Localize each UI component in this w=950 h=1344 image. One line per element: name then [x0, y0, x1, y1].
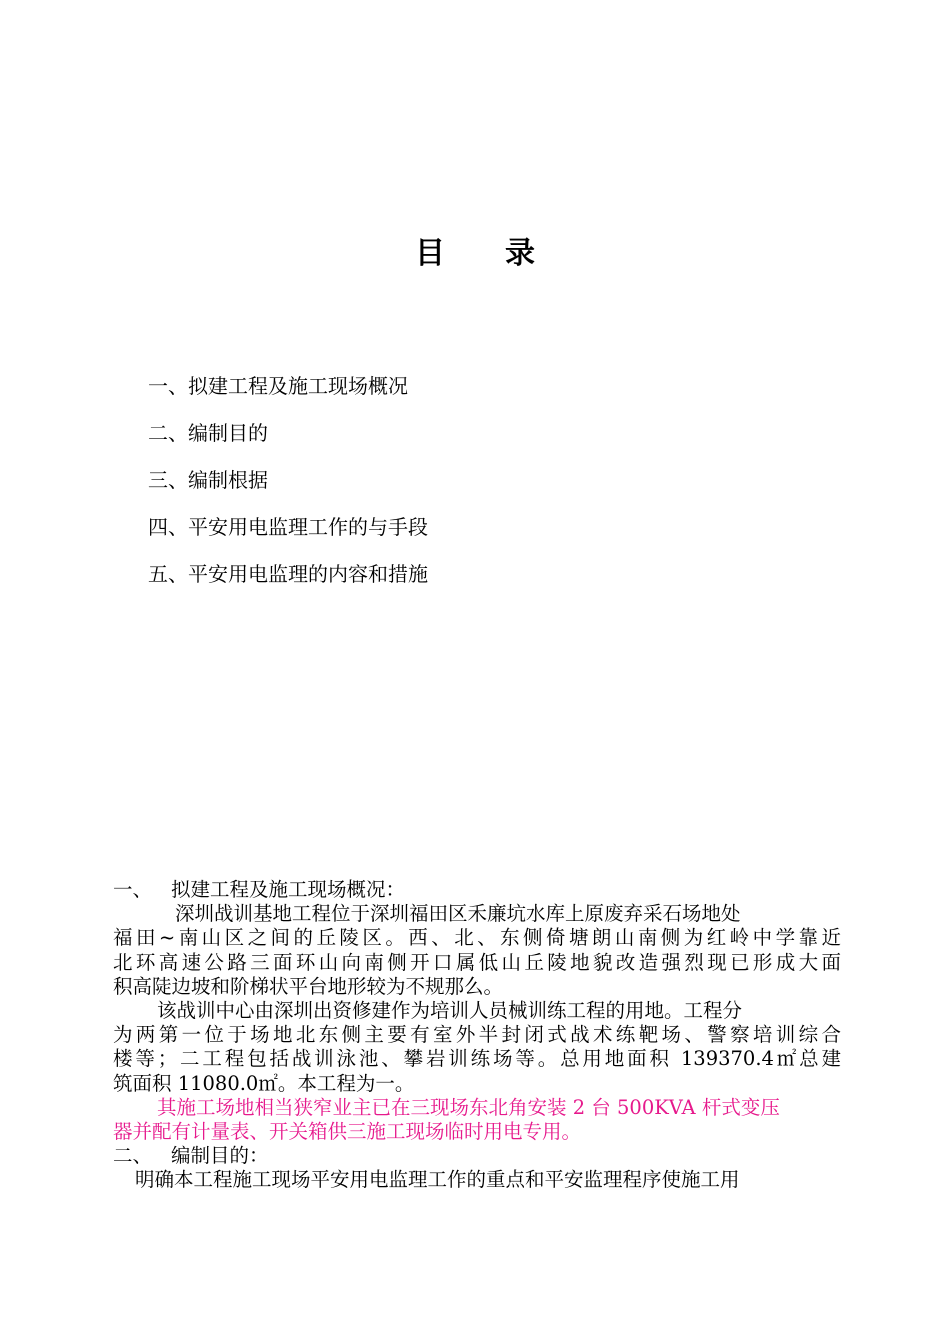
- toc-item[interactable]: 三、编制根据: [148, 468, 268, 492]
- section-heading: [113, 878, 841, 902]
- paragraph-line: 深圳战训基地工程位于深圳福田区禾廉坑水库上原废弃采石场地处: [175, 902, 741, 926]
- highlighted-line: 器并配有计量表、开关箱供三施工现场临时用电专用。: [113, 1119, 582, 1143]
- paragraph-line: 积高陡边坡和阶梯状平台地形较为不规那么。: [113, 974, 504, 998]
- title-char-left: 目: [415, 236, 445, 271]
- section-title: 编制目的：: [171, 1144, 269, 1168]
- paragraph-line: 为两第一位于场地北东侧主要有室外半封闭式战术练靶场、警察培训综合: [113, 1023, 841, 1047]
- paragraph-line: 北环高速公路三面环山向南侧开口属低山丘陵地貌改造强烈现已形成大面: [113, 950, 841, 974]
- section-number: 二、: [113, 1144, 153, 1168]
- toc-item[interactable]: 一、拟建工程及施工现场概况: [148, 374, 408, 398]
- paragraph-line: 该战训中心由深圳出资修建作为培训人员械训练工程的用地。工程分: [157, 998, 743, 1022]
- section-heading: [113, 1144, 841, 1168]
- toc-item[interactable]: 四、平安用电监理工作的与手段: [148, 515, 428, 539]
- toc-item[interactable]: 五、平安用电监理的内容和措施: [148, 562, 428, 586]
- title-char-right: 录: [505, 236, 535, 271]
- document-body: [113, 878, 841, 1192]
- paragraph-line: 楼等；二工程包括战训泳池、攀岩训练场等。总用地面积 139370.4㎡总建: [113, 1047, 841, 1071]
- paragraph-line: 福田~南山区之间的丘陵区。西、北、东侧倚塘朗山南侧为红岭中学靠近: [113, 926, 841, 950]
- page-title: [0, 228, 950, 272]
- paragraph-line: 明确本工程施工现场平安用电监理工作的重点和平安监理程序使施工用: [135, 1168, 740, 1192]
- section-title: 拟建工程及施工现场概况：: [171, 878, 406, 901]
- highlighted-line: 其施工场地相当狭窄业主已在三现场东北角安装 2 台 500KVA 杆式变压: [157, 1095, 780, 1119]
- section-number: 一、: [113, 878, 153, 901]
- toc-item[interactable]: 二、编制目的: [148, 421, 268, 445]
- table-of-contents: [148, 372, 428, 607]
- paragraph-line: 筑面积 11080.0㎡。本工程为一。: [113, 1071, 415, 1095]
